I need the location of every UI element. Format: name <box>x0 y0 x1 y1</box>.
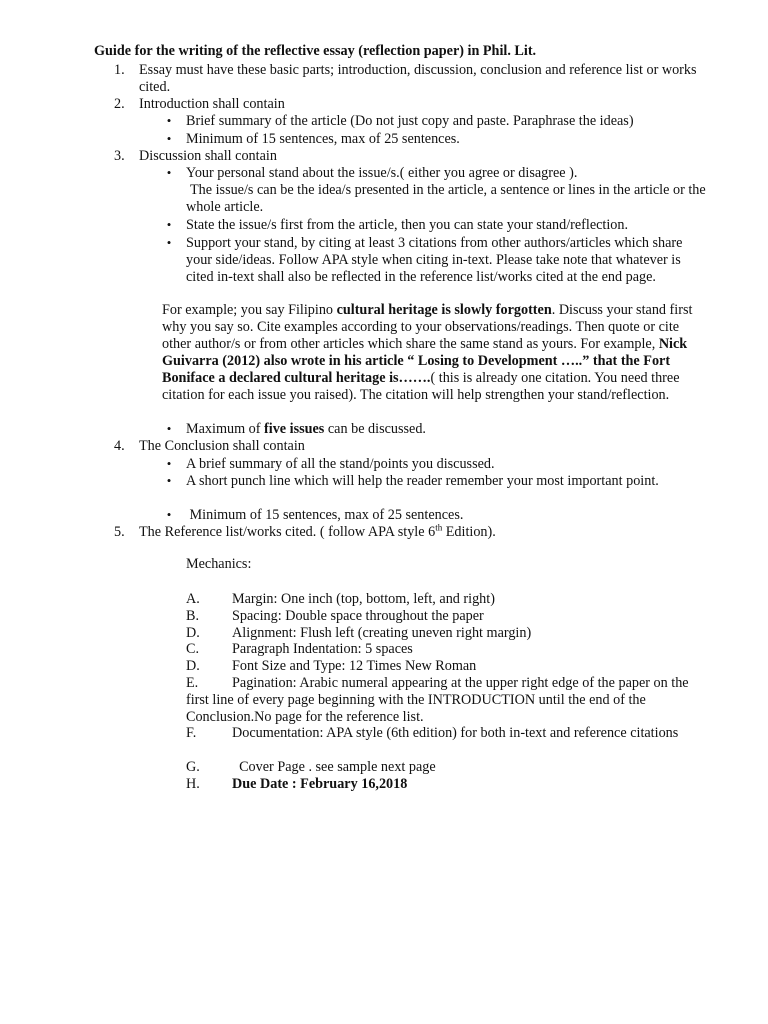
mechanics-letter: C. <box>186 641 200 657</box>
mechanics-text: Documentation: APA style (6th edition) for both in-text and reference citations <box>232 725 679 741</box>
due-date: Due Date : February 16,2018 <box>232 776 408 792</box>
item-text: Essay must have these basic parts; introduction, discussion, conclusion and reference list or works cited. <box>139 62 697 95</box>
mechanics-text: Alignment: Flush left (creating uneven right margin) <box>232 625 532 641</box>
mechanics-letter: H. <box>186 776 200 792</box>
mechanics-text: Font Size and Type: 12 Times New Roman <box>232 658 477 674</box>
mechanics-text: Margin: One inch (top, bottom, left, and right) <box>232 591 495 607</box>
bullet-text: Support your stand, by citing at least 3 citations from other authors/articles which share your side/ideas. Follow APA style when citing in-text. Please take note that whatever is cited in-text shall also be reflected in the reference list/works cited at the end page. <box>186 235 683 285</box>
mechanics-text: Pagination: Arabic numeral appearing at the upper right edge of the paper on the first line of every page beginning with the INTRODUCTION until the end of the Conclusion.No page for the reference list. <box>186 675 689 725</box>
bullet-text: Minimum of 15 sentences, max of 25 sentences. <box>186 131 460 147</box>
bullet-text: A brief summary of all the stand/points you discussed. <box>186 456 495 472</box>
item-number: 1. <box>114 62 125 78</box>
bullet-text: Brief summary of the article (Do not just copy and paste. Paraphrase the ideas) <box>186 113 634 129</box>
item-number: 3. <box>114 148 125 164</box>
mechanics-letter: F. <box>186 725 197 741</box>
mechanics-letter: B. <box>186 608 200 624</box>
mechanics-text: Paragraph Indentation: 5 spaces <box>232 641 413 657</box>
bullet-icon: • <box>166 217 172 232</box>
mechanics-heading: Mechanics: <box>186 556 252 572</box>
bullet-text: Maximum of five issues can be discussed. <box>186 421 426 437</box>
mechanics-text: Cover Page . see sample next page <box>232 759 436 775</box>
mechanics-letter: G. <box>186 759 200 775</box>
mechanics-letter: D. <box>186 625 200 641</box>
item-number: 5. <box>114 524 125 540</box>
item-text: The Reference list/works cited. ( follow APA style 6th Edition). <box>139 522 496 540</box>
item-number: 2. <box>114 96 125 112</box>
bullet-text: Your personal stand about the issue/s.( either you agree or disagree ). <box>186 165 578 181</box>
bullet-icon: • <box>166 473 172 488</box>
bullet-icon: • <box>166 507 172 522</box>
bullet-text: Minimum of 15 sentences, max of 25 sentences. <box>186 507 464 523</box>
example-paragraph: For example; you say Filipino cultural heritage is slowly forgotten. Discuss your stand first why you say so. Cite examples according to your observations/readings. Then quote or cite other author/s or from other articles which share the same stand as yours. For example, Nick Guivarra (2012) also wrote in his article “ Losing to Development …..” that the Fort Boniface a declared cultural heritage is…….( this is already one citation. You need three citation for each issue you raised). The citation will help strengthen your stand/reflection. <box>162 302 693 403</box>
bullet-icon: • <box>166 113 172 128</box>
bullet-icon: • <box>166 131 172 146</box>
item-number: 4. <box>114 438 125 454</box>
bullet-continuation: The issue/s can be the idea/s presented in the article, a sentence or lines in the article or the whole article. <box>186 182 706 215</box>
bullet-icon: • <box>166 456 172 471</box>
mechanics-letter: E. <box>186 675 199 691</box>
mechanics-letter: D. <box>186 658 200 674</box>
bullet-text: State the issue/s first from the article, then you can state your stand/reflection. <box>186 217 629 233</box>
mechanics-item-documentation <box>186 725 706 742</box>
bullet-icon: • <box>166 165 172 180</box>
document-title: Guide for the writing of the reflective essay (reflection paper) in Phil. Lit. <box>94 43 537 59</box>
mechanics-item-pagination <box>186 675 706 726</box>
bullet-icon: • <box>166 421 172 436</box>
bullet-text: A short punch line which will help the reader remember your most important point. <box>186 473 659 489</box>
item-text: Introduction shall contain <box>139 96 285 112</box>
item-text: Discussion shall contain <box>139 148 277 164</box>
item-text: The Conclusion shall contain <box>139 438 305 454</box>
bullet-icon: • <box>166 235 172 250</box>
mechanics-text: Spacing: Double space throughout the paper <box>232 608 484 624</box>
mechanics-letter: A. <box>186 591 200 607</box>
